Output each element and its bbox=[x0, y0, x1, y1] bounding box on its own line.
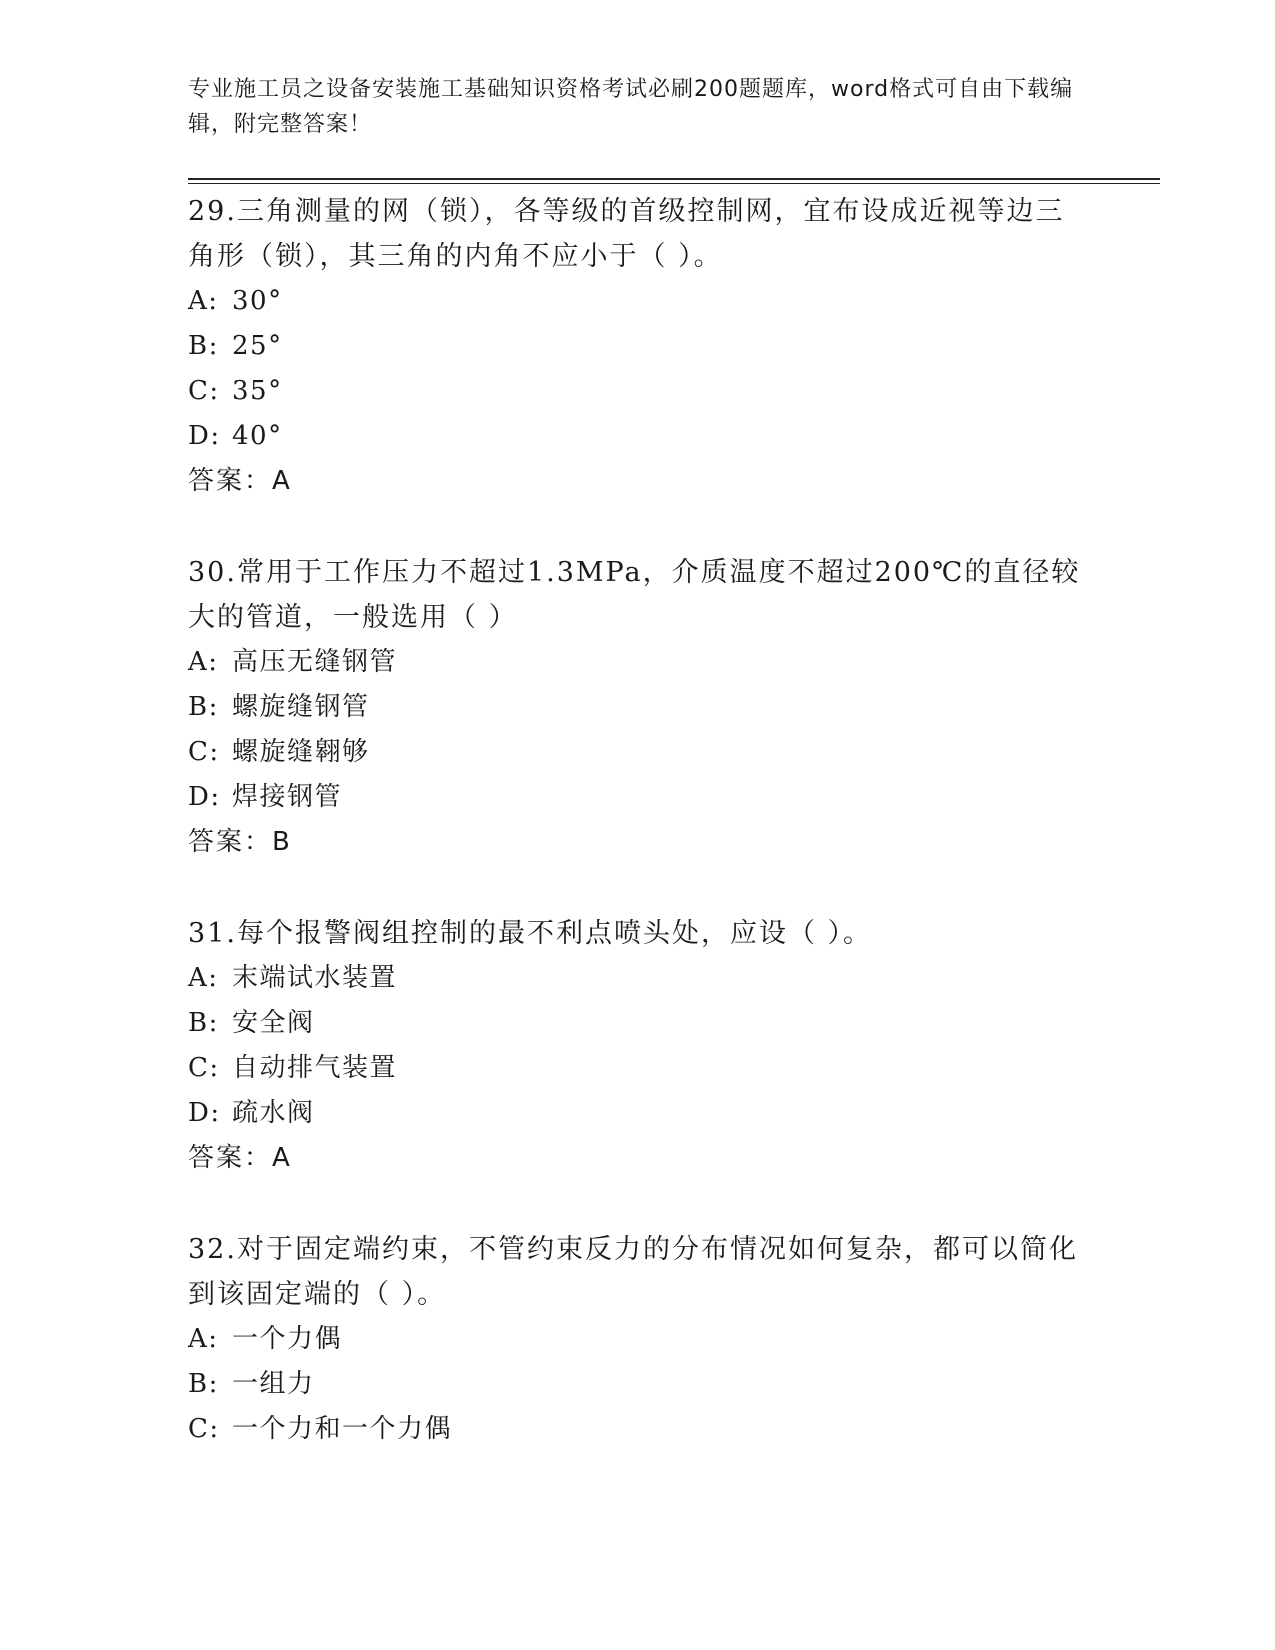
option-letter: B: bbox=[188, 1008, 219, 1038]
answer-text: 答案：B bbox=[188, 827, 292, 857]
option-text: 一组力 bbox=[232, 1369, 315, 1399]
option-letter: A: bbox=[188, 286, 219, 316]
question-text: 31.每个报警阀组控制的最不利点喷头处，应设（ ）。 bbox=[188, 918, 873, 949]
option-b bbox=[188, 1001, 1088, 1046]
option-d bbox=[188, 1091, 1088, 1136]
option-letter: A: bbox=[188, 1324, 219, 1354]
header-rule-thick bbox=[188, 178, 1160, 180]
question-text: 30.常用于工作压力不超过1.3MPa，介质温度不超过200℃的直径较大的管道，一般选用（ ） bbox=[188, 557, 1081, 633]
option-letter: C: bbox=[188, 737, 220, 767]
option-a bbox=[188, 640, 1088, 685]
option-text: 安全阀 bbox=[232, 1008, 315, 1038]
question-text: 29.三角测量的网（锁），各等级的首级控制网，宜布设成近视等边三角形（锁），其三角的内角不应小于（ ）。 bbox=[188, 196, 1065, 272]
header-rule-thin bbox=[188, 183, 1160, 184]
option-letter: B: bbox=[188, 1369, 219, 1399]
option-letter: C: bbox=[188, 376, 220, 406]
option-text: 高压无缝钢管 bbox=[232, 647, 398, 677]
option-letter: C: bbox=[188, 1053, 220, 1083]
option-text: 螺旋缝钢管 bbox=[232, 692, 370, 722]
option-b bbox=[188, 1362, 1088, 1407]
option-text: 35° bbox=[232, 376, 283, 406]
question-list bbox=[188, 189, 1088, 1498]
option-text: 40° bbox=[232, 421, 283, 451]
question-30 bbox=[188, 550, 1088, 865]
option-letter: A: bbox=[188, 647, 219, 677]
question-29 bbox=[188, 189, 1088, 504]
option-letter: D: bbox=[188, 1098, 221, 1128]
option-text: 一个力偶 bbox=[232, 1324, 343, 1354]
option-d bbox=[188, 414, 1088, 459]
answer-text: 答案：A bbox=[188, 466, 292, 496]
option-d bbox=[188, 775, 1088, 820]
option-letter: B: bbox=[188, 692, 219, 722]
option-c bbox=[188, 1046, 1088, 1091]
question-31 bbox=[188, 911, 1088, 1181]
option-a bbox=[188, 956, 1088, 1001]
question-32 bbox=[188, 1227, 1088, 1452]
option-letter: D: bbox=[188, 782, 221, 812]
option-a bbox=[188, 1317, 1088, 1362]
option-text: 螺旋缝翱够 bbox=[232, 737, 370, 767]
option-text: 25° bbox=[232, 331, 283, 361]
option-b bbox=[188, 324, 1088, 369]
option-text: 30° bbox=[232, 286, 283, 316]
option-c bbox=[188, 1407, 1088, 1452]
option-c bbox=[188, 730, 1088, 775]
option-letter: B: bbox=[188, 331, 219, 361]
option-letter: D: bbox=[188, 421, 221, 451]
option-text: 末端试水装置 bbox=[232, 963, 398, 993]
option-text: 一个力和一个力偶 bbox=[232, 1414, 453, 1444]
option-b bbox=[188, 685, 1088, 730]
option-text: 焊接钢管 bbox=[232, 782, 343, 812]
option-a bbox=[188, 279, 1088, 324]
question-text: 32.对于固定端约束，不管约束反力的分布情况如何复杂，都可以简化到该固定端的（ ）。 bbox=[188, 1234, 1078, 1310]
document-header: 专业施工员之设备安装施工基础知识资格考试必刷200题题库，word格式可自由下载编辑，附完整答案！ bbox=[188, 77, 1074, 137]
option-text: 疏水阀 bbox=[232, 1098, 315, 1128]
answer-text: 答案：A bbox=[188, 1143, 292, 1173]
option-letter: C: bbox=[188, 1414, 220, 1444]
option-letter: A: bbox=[188, 963, 219, 993]
option-c bbox=[188, 369, 1088, 414]
option-text: 自动排气装置 bbox=[232, 1053, 398, 1083]
